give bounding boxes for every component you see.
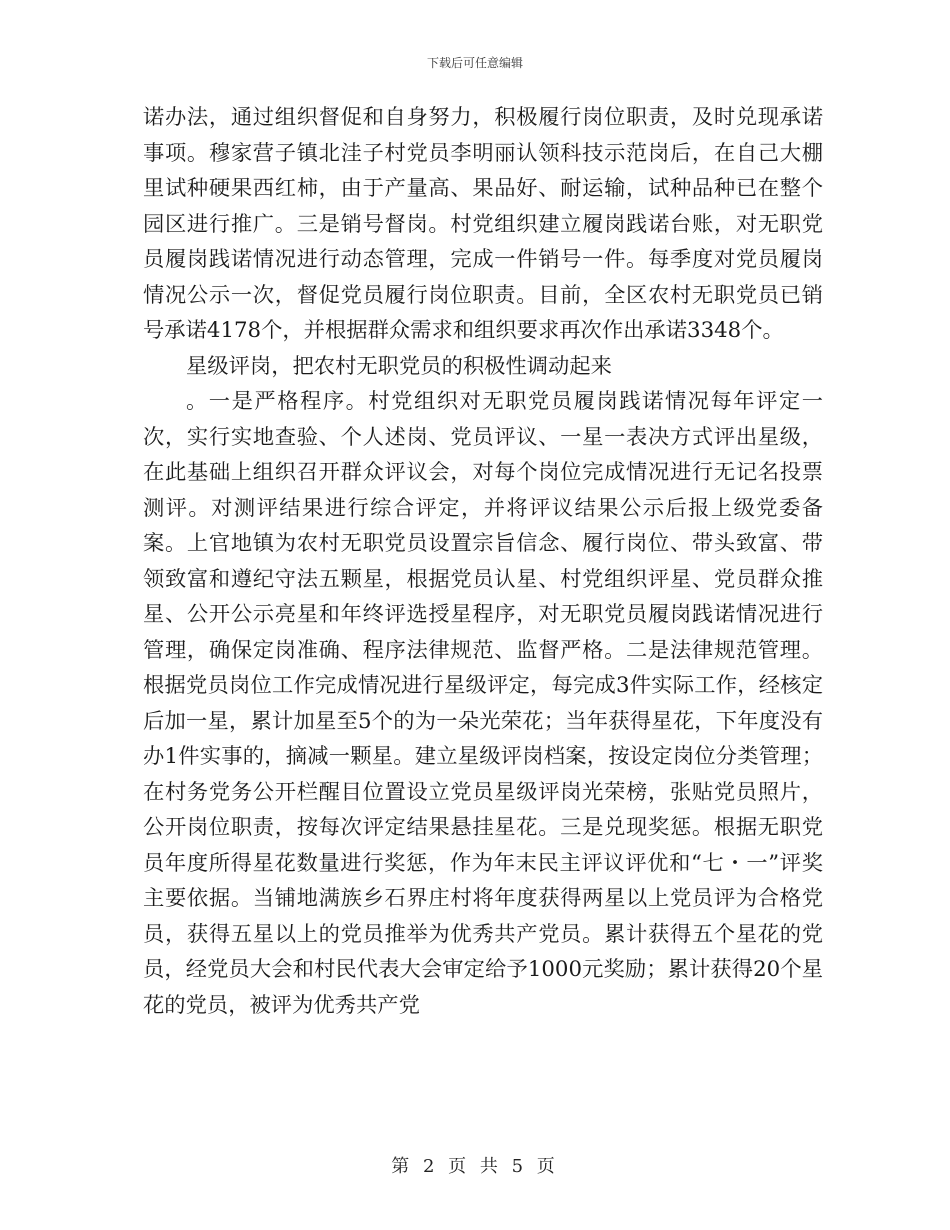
page-number-footer: 第 2 页 共 5 页 (391, 1156, 559, 1177)
paragraph-star-rating: 。一是严格程序。村党组织对无职党员履岗践诺情况每年评定一次，实行实地查验、个人述岗、党员评议、一星一表决方式评出星级，在此基础上组织召开群众评议会，对每个岗位完成情况进行无记名投票测评。对测评结果进行综合评定，并将评议结果公示后报上级党委备案。上官地镇为农村无职党员设置宗旨信念、履行岗位、带头致富、带领致富和遵纪守法五颗星，根据党员认星、村党组织评星、党员群众推星、公开公示亮星和年终评选授星程序，对无职党员履岗践诺情况进行管理，确保定岗准确、程序法律规范、监督严格。二是法律规范管理。根据党员岗位工作完成情况进行星级评定，每完成3件实际工作，经核定后加一星，累计加星至5个的为一朵光荣花；当年获得星花，下年度没有办1件实事的，摘减一颗星。建立星级评岗档案，按设定岗位分类管理；在村务党务公开栏醒目位置设立党员星级评岗光荣榜，张贴党员照片，公开岗位职责，按每次评定结果悬挂星花。三是兑现奖惩。根据无职党员年度所得星花数量进行奖惩，作为年末民主评议评优和“七・一”评奖主要依据。当铺地满族乡石界庄村将年度获得两星以上党员评为合格党员，获得五星以上的党员推举为优秀共产党员。累计获得五个星花的党员，经党员大会和村民代表大会审定给予1000元奖励；累计获得20个星花的党员，被评为优秀共产党 (143, 389, 823, 1018)
paragraph-continuation: 诺办法，通过组织督促和自身努力，积极履行岗位职责，及时兑现承诺事项。穆家营子镇北洼子村党员李明丽认领科技示范岗后，在自己大棚里试种硬果西红柿，由于产量高、果品好、耐运输，试种品种已在整个园区进行推广。三是销号督岗。村党组织建立履岗践诺台账，对无职党员履岗践诺情况进行动态管理，完成一件销号一件。每季度对党员履岗情况公示一次，督促党员履行岗位职责。目前，全区农村无职党员已销号承诺4178个，并根据群众需求和组织要求再次作出承诺3348个。 (143, 105, 823, 343)
document-body (143, 100, 823, 1023)
section-heading: 星级评岗，把农村无职党员的积极性调动起来 (186, 353, 612, 379)
page-header: 下载后可任意编辑 (426, 56, 523, 70)
